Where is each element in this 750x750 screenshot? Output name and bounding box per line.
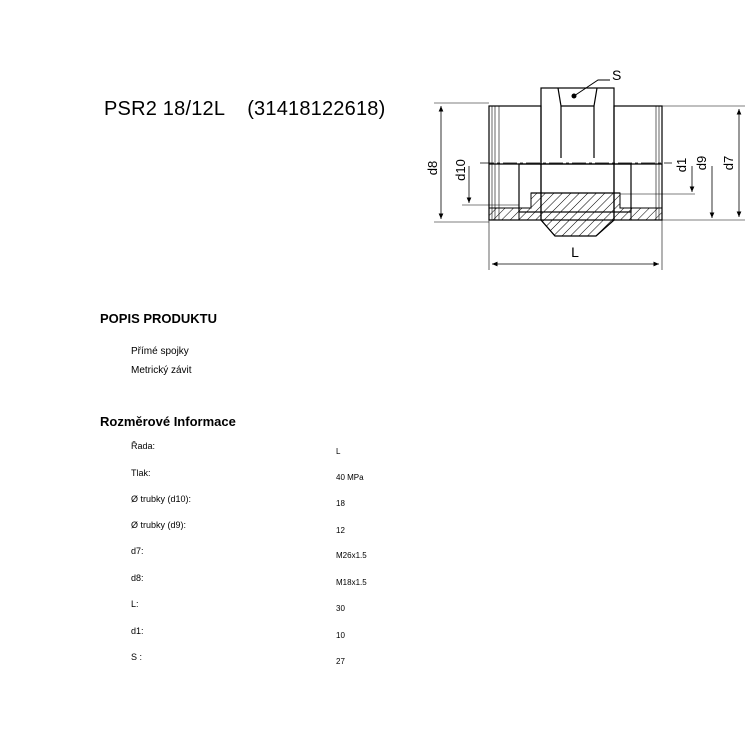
spec-value-d7: M26x1.5 [336, 551, 367, 560]
spec-value-d9: 12 [336, 526, 345, 535]
description-line-1: Přímé spojky [131, 346, 189, 357]
spec-value-d1: 10 [336, 631, 345, 640]
spec-label-rada: Řada: [131, 441, 156, 451]
spec-value-l: 30 [336, 604, 345, 613]
dimensions-heading: Rozměrové Informace [100, 414, 236, 429]
spec-value-d10: 18 [336, 499, 345, 508]
label-d8: d8 [425, 160, 440, 176]
spec-label-d8: d8: [131, 573, 144, 583]
spec-value-rada: L [336, 447, 341, 456]
label-d10: d10 [453, 159, 468, 181]
description-heading: POPIS PRODUKTU [100, 311, 218, 326]
spec-label-s: S : [131, 652, 143, 662]
description-line-2: Metrický závit [131, 365, 192, 376]
spec-label-d1: d1: [131, 626, 144, 636]
spec-label-d7: d7: [131, 546, 144, 556]
spec-label-l: L: [131, 599, 139, 609]
label-l: L [571, 244, 579, 260]
label-d9: d9 [694, 155, 709, 171]
label-d1: d1 [674, 157, 689, 173]
product-code: (31418122618) [247, 98, 386, 120]
spec-label-d9: Ø trubky (d9): [131, 520, 187, 530]
spec-label-tlak: Tlak: [131, 468, 151, 478]
section-hatch [489, 208, 519, 220]
spec-value-d8: M18x1.5 [336, 578, 367, 587]
spec-label-d10: Ø trubky (d10): [131, 494, 192, 504]
technical-drawing [0, 0, 750, 290]
product-name: PSR2 18/12L [104, 98, 226, 120]
label-s: S [612, 67, 622, 83]
label-d7: d7 [721, 155, 736, 171]
spec-value-s: 27 [336, 657, 345, 666]
spec-value-tlak: 40 MPa [336, 473, 364, 482]
